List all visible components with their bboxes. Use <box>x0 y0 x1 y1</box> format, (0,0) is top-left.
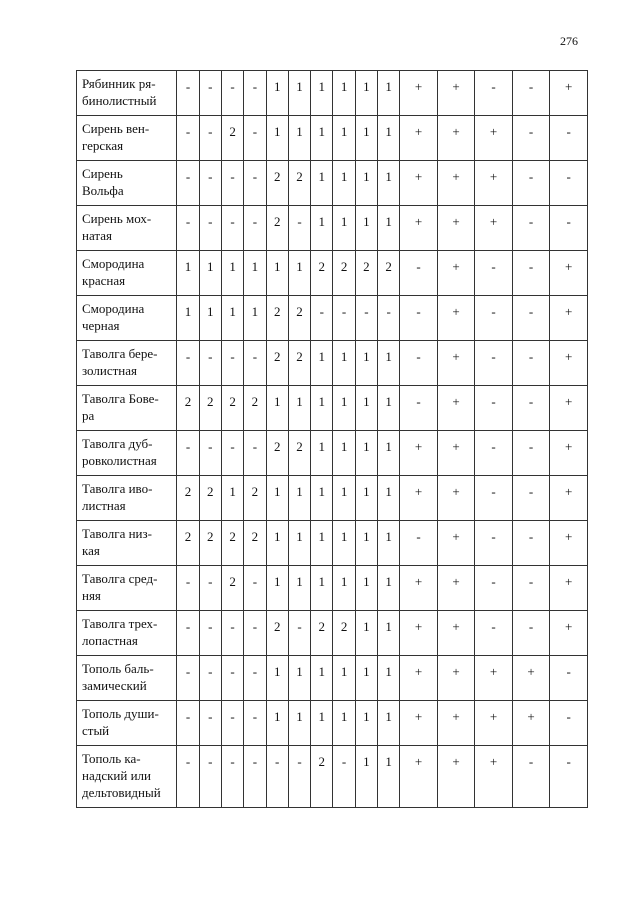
value-cell: 1 <box>333 566 355 611</box>
value-cell: - <box>244 206 266 251</box>
value-cell: 1 <box>311 161 333 206</box>
value-cell: - <box>512 251 550 296</box>
value-cell: 1 <box>378 431 400 476</box>
value-cell: + <box>400 431 438 476</box>
value-cell: 1 <box>333 701 355 746</box>
value-cell: 1 <box>333 116 355 161</box>
page-number: 276 <box>560 34 578 48</box>
value-cell: - <box>512 116 550 161</box>
value-cell: 2 <box>266 611 288 656</box>
value-cell: - <box>512 746 550 808</box>
value-cell: 2 <box>221 566 243 611</box>
value-cell: 2 <box>221 521 243 566</box>
value-cell: - <box>199 566 221 611</box>
value-cell: - <box>333 296 355 341</box>
value-cell: - <box>177 431 199 476</box>
table-row <box>77 701 588 746</box>
value-cell: - <box>400 251 438 296</box>
value-cell: - <box>199 701 221 746</box>
value-cell: - <box>475 431 513 476</box>
value-cell: + <box>437 341 475 386</box>
value-cell: 1 <box>355 206 377 251</box>
value-cell: - <box>475 341 513 386</box>
table-row <box>77 386 588 431</box>
value-cell: + <box>437 116 475 161</box>
value-cell: + <box>437 521 475 566</box>
value-cell: 1 <box>355 701 377 746</box>
value-cell: - <box>199 116 221 161</box>
value-cell: + <box>437 566 475 611</box>
value-cell: - <box>475 71 513 116</box>
value-cell: + <box>400 701 438 746</box>
value-cell: - <box>475 296 513 341</box>
value-cell: + <box>475 656 513 701</box>
value-cell: 1 <box>288 476 310 521</box>
value-cell: 1 <box>266 251 288 296</box>
value-cell: 1 <box>266 71 288 116</box>
value-cell: - <box>512 341 550 386</box>
value-cell: - <box>400 341 438 386</box>
value-cell: - <box>355 296 377 341</box>
value-cell: - <box>177 746 199 808</box>
value-cell: + <box>475 746 513 808</box>
value-cell: 1 <box>311 206 333 251</box>
value-cell: + <box>550 71 588 116</box>
value-cell: + <box>550 431 588 476</box>
species-table <box>76 70 588 808</box>
value-cell: 1 <box>311 521 333 566</box>
value-cell: - <box>244 611 266 656</box>
value-cell: - <box>288 206 310 251</box>
table-row <box>77 566 588 611</box>
species-name-cell: Таволга низ- кая <box>77 521 177 566</box>
value-cell: 2 <box>244 521 266 566</box>
value-cell: + <box>550 251 588 296</box>
value-cell: 1 <box>378 161 400 206</box>
value-cell: - <box>512 71 550 116</box>
value-cell: 1 <box>378 116 400 161</box>
value-cell: - <box>512 206 550 251</box>
table-row <box>77 206 588 251</box>
value-cell: - <box>244 656 266 701</box>
value-cell: + <box>400 476 438 521</box>
value-cell: - <box>177 566 199 611</box>
value-cell: 2 <box>288 341 310 386</box>
value-cell: - <box>512 476 550 521</box>
value-cell: 1 <box>221 296 243 341</box>
value-cell: - <box>512 521 550 566</box>
value-cell: - <box>475 521 513 566</box>
value-cell: - <box>512 296 550 341</box>
value-cell: 1 <box>355 611 377 656</box>
value-cell: + <box>475 116 513 161</box>
species-name-cell: Таволга бере- золистная <box>77 341 177 386</box>
value-cell: + <box>437 251 475 296</box>
value-cell: 2 <box>266 341 288 386</box>
value-cell: - <box>475 476 513 521</box>
table-row <box>77 746 588 808</box>
value-cell: - <box>177 611 199 656</box>
value-cell: - <box>221 701 243 746</box>
value-cell: + <box>400 611 438 656</box>
table-row <box>77 341 588 386</box>
value-cell: + <box>400 161 438 206</box>
value-cell: 1 <box>333 656 355 701</box>
value-cell: - <box>550 701 588 746</box>
species-name-cell: Тополь души- стый <box>77 701 177 746</box>
value-cell: - <box>221 71 243 116</box>
value-cell: 1 <box>355 521 377 566</box>
value-cell: 2 <box>266 431 288 476</box>
value-cell: 1 <box>333 431 355 476</box>
value-cell: 2 <box>355 251 377 296</box>
value-cell: 1 <box>288 656 310 701</box>
value-cell: 1 <box>333 476 355 521</box>
value-cell: 1 <box>333 206 355 251</box>
value-cell: 1 <box>355 161 377 206</box>
value-cell: + <box>550 296 588 341</box>
value-cell: + <box>437 476 475 521</box>
value-cell: 1 <box>199 296 221 341</box>
species-name-cell: Сирень Вольфа <box>77 161 177 206</box>
value-cell: 1 <box>333 341 355 386</box>
table-row <box>77 71 588 116</box>
value-cell: - <box>475 566 513 611</box>
value-cell: 1 <box>177 251 199 296</box>
value-cell: + <box>437 701 475 746</box>
value-cell: 1 <box>311 116 333 161</box>
value-cell: 2 <box>199 476 221 521</box>
value-cell: 2 <box>333 611 355 656</box>
value-cell: - <box>199 161 221 206</box>
value-cell: 1 <box>288 521 310 566</box>
value-cell: 2 <box>288 296 310 341</box>
value-cell: - <box>550 656 588 701</box>
value-cell: 1 <box>311 341 333 386</box>
value-cell: - <box>177 701 199 746</box>
species-name-cell: Таволга иво- листная <box>77 476 177 521</box>
value-cell: - <box>288 746 310 808</box>
value-cell: - <box>221 431 243 476</box>
value-cell: 2 <box>288 161 310 206</box>
value-cell: 1 <box>311 71 333 116</box>
value-cell: - <box>512 431 550 476</box>
value-cell: + <box>437 206 475 251</box>
value-cell: - <box>550 206 588 251</box>
value-cell: - <box>221 161 243 206</box>
value-cell: + <box>400 206 438 251</box>
table-row <box>77 161 588 206</box>
value-cell: - <box>221 611 243 656</box>
value-cell: 1 <box>288 566 310 611</box>
value-cell: - <box>512 566 550 611</box>
value-cell: 1 <box>378 746 400 808</box>
value-cell: - <box>244 116 266 161</box>
value-cell: + <box>437 746 475 808</box>
value-cell: + <box>475 206 513 251</box>
value-cell: 2 <box>266 206 288 251</box>
value-cell: 1 <box>311 476 333 521</box>
value-cell: - <box>199 431 221 476</box>
value-cell: + <box>437 161 475 206</box>
value-cell: + <box>437 656 475 701</box>
value-cell: + <box>550 476 588 521</box>
value-cell: 2 <box>266 296 288 341</box>
table-row <box>77 611 588 656</box>
value-cell: 1 <box>378 656 400 701</box>
species-name-cell: Смородина черная <box>77 296 177 341</box>
value-cell: 1 <box>288 701 310 746</box>
table-row <box>77 521 588 566</box>
value-cell: - <box>221 746 243 808</box>
value-cell: + <box>475 701 513 746</box>
value-cell: + <box>512 701 550 746</box>
value-cell: 2 <box>288 431 310 476</box>
value-cell: - <box>221 656 243 701</box>
value-cell: 1 <box>311 386 333 431</box>
value-cell: 1 <box>244 251 266 296</box>
species-name-cell: Тополь ка- надский или дельтовидный <box>77 746 177 808</box>
value-cell: - <box>512 611 550 656</box>
value-cell: 2 <box>311 746 333 808</box>
value-cell: 2 <box>199 521 221 566</box>
species-name-cell: Таволга Бове- ра <box>77 386 177 431</box>
value-cell: 2 <box>333 251 355 296</box>
value-cell: 1 <box>355 431 377 476</box>
value-cell: - <box>311 296 333 341</box>
value-cell: 1 <box>266 701 288 746</box>
value-cell: 1 <box>378 611 400 656</box>
value-cell: - <box>244 746 266 808</box>
value-cell: 2 <box>311 251 333 296</box>
value-cell: 1 <box>288 251 310 296</box>
value-cell: 1 <box>199 251 221 296</box>
value-cell: 1 <box>266 116 288 161</box>
value-cell: - <box>177 341 199 386</box>
value-cell: 1 <box>378 71 400 116</box>
value-cell: 1 <box>355 386 377 431</box>
species-name-cell: Сирень вен- герская <box>77 116 177 161</box>
value-cell: - <box>550 746 588 808</box>
value-cell: 1 <box>378 206 400 251</box>
value-cell: + <box>550 566 588 611</box>
value-cell: 1 <box>266 566 288 611</box>
value-cell: 1 <box>355 746 377 808</box>
value-cell: 1 <box>378 341 400 386</box>
value-cell: + <box>400 566 438 611</box>
value-cell: - <box>199 611 221 656</box>
value-cell: 1 <box>221 476 243 521</box>
value-cell: 2 <box>221 386 243 431</box>
value-cell: 1 <box>378 521 400 566</box>
value-cell: - <box>550 116 588 161</box>
value-cell: - <box>199 341 221 386</box>
value-cell: 2 <box>311 611 333 656</box>
value-cell: 2 <box>177 476 199 521</box>
value-cell: 1 <box>355 71 377 116</box>
value-cell: + <box>512 656 550 701</box>
value-cell: - <box>512 386 550 431</box>
value-cell: + <box>550 341 588 386</box>
value-cell: - <box>378 296 400 341</box>
value-cell: + <box>550 386 588 431</box>
value-cell: - <box>177 161 199 206</box>
value-cell: - <box>550 161 588 206</box>
value-cell: - <box>177 71 199 116</box>
value-cell: - <box>221 341 243 386</box>
table-row <box>77 431 588 476</box>
value-cell: - <box>266 746 288 808</box>
value-cell: - <box>244 701 266 746</box>
value-cell: - <box>244 431 266 476</box>
table-row <box>77 116 588 161</box>
value-cell: - <box>400 521 438 566</box>
value-cell: - <box>177 116 199 161</box>
value-cell: + <box>400 71 438 116</box>
value-cell: 2 <box>378 251 400 296</box>
value-cell: 1 <box>355 476 377 521</box>
value-cell: - <box>475 386 513 431</box>
value-cell: - <box>221 206 243 251</box>
species-name-cell: Таволга трех- лопастная <box>77 611 177 656</box>
value-cell: 2 <box>177 386 199 431</box>
value-cell: - <box>288 611 310 656</box>
value-cell: 1 <box>355 341 377 386</box>
value-cell: 1 <box>355 566 377 611</box>
value-cell: 2 <box>266 161 288 206</box>
value-cell: 1 <box>333 521 355 566</box>
value-cell: - <box>177 206 199 251</box>
value-cell: - <box>244 161 266 206</box>
value-cell: 1 <box>333 161 355 206</box>
table-row <box>77 656 588 701</box>
value-cell: - <box>400 386 438 431</box>
species-name-cell: Таволга сред- няя <box>77 566 177 611</box>
value-cell: - <box>177 656 199 701</box>
value-cell: - <box>199 746 221 808</box>
value-cell: + <box>475 161 513 206</box>
value-cell: 1 <box>378 701 400 746</box>
value-cell: 1 <box>311 656 333 701</box>
value-cell: - <box>244 566 266 611</box>
value-cell: 1 <box>221 251 243 296</box>
value-cell: - <box>512 161 550 206</box>
value-cell: - <box>244 341 266 386</box>
value-cell: 2 <box>177 521 199 566</box>
species-name-cell: Сирень мох- натая <box>77 206 177 251</box>
value-cell: 2 <box>221 116 243 161</box>
value-cell: + <box>437 386 475 431</box>
value-cell: 1 <box>378 566 400 611</box>
species-name-cell: Рябинник ря- бинолистный <box>77 71 177 116</box>
value-cell: 1 <box>177 296 199 341</box>
value-cell: 1 <box>311 701 333 746</box>
value-cell: - <box>199 71 221 116</box>
value-cell: + <box>400 746 438 808</box>
value-cell: 1 <box>266 521 288 566</box>
value-cell: + <box>437 71 475 116</box>
value-cell: 1 <box>266 656 288 701</box>
species-name-cell: Смородина красная <box>77 251 177 296</box>
value-cell: - <box>199 656 221 701</box>
value-cell: 1 <box>244 296 266 341</box>
value-cell: 1 <box>333 386 355 431</box>
value-cell: 1 <box>288 116 310 161</box>
value-cell: + <box>400 656 438 701</box>
value-cell: 1 <box>355 656 377 701</box>
species-name-cell: Таволга дуб- ровколистная <box>77 431 177 476</box>
value-cell: 1 <box>333 71 355 116</box>
value-cell: + <box>550 611 588 656</box>
value-cell: 1 <box>266 476 288 521</box>
value-cell: - <box>475 251 513 296</box>
species-name-cell: Тополь баль- замический <box>77 656 177 701</box>
value-cell: + <box>437 611 475 656</box>
value-cell: + <box>437 431 475 476</box>
value-cell: 1 <box>288 386 310 431</box>
value-cell: 1 <box>266 386 288 431</box>
value-cell: 2 <box>199 386 221 431</box>
value-cell: 1 <box>311 431 333 476</box>
table-row <box>77 476 588 521</box>
value-cell: 1 <box>378 386 400 431</box>
table-row <box>77 296 588 341</box>
value-cell: - <box>333 746 355 808</box>
value-cell: 2 <box>244 386 266 431</box>
value-cell: + <box>400 116 438 161</box>
value-cell: + <box>550 521 588 566</box>
value-cell: 2 <box>244 476 266 521</box>
value-cell: - <box>400 296 438 341</box>
value-cell: - <box>199 206 221 251</box>
value-cell: - <box>475 611 513 656</box>
value-cell: + <box>437 296 475 341</box>
value-cell: - <box>244 71 266 116</box>
value-cell: 1 <box>311 566 333 611</box>
value-cell: 1 <box>378 476 400 521</box>
value-cell: 1 <box>288 71 310 116</box>
value-cell: 1 <box>355 116 377 161</box>
table-row <box>77 251 588 296</box>
